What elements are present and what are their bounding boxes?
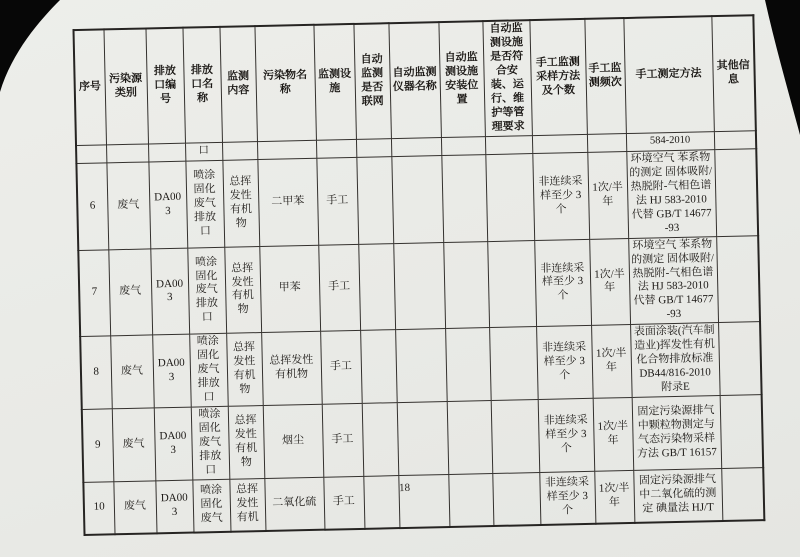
table-cell: 烟尘 <box>263 404 324 478</box>
col-header-auto-networked: 自动监测是否联网 <box>353 23 391 139</box>
table-cell <box>485 135 532 154</box>
table-cell <box>447 401 493 475</box>
table-cell <box>716 235 760 323</box>
col-header-auto-compliance: 自动监测设施是否符合安装、运行、维护等管理要求 <box>482 20 532 136</box>
table-cell: 废气 <box>110 335 154 409</box>
table-cell <box>358 243 395 331</box>
table-cell <box>148 143 185 162</box>
col-header-index: 序号 <box>74 29 107 145</box>
table-cell <box>362 403 399 477</box>
table-cell: 非连续采样至少 3 个 <box>532 152 589 240</box>
table-cell: 手工 <box>316 157 358 245</box>
table-cell: 环境空气 苯系物的测定 固体吸附/热脱附-气相色谱法 HJ 583-2010 代替 GB/T 14677-93 <box>628 236 718 325</box>
table-row <box>76 148 758 250</box>
table-cell: 10 <box>83 482 114 535</box>
table-cell: 二氧化硫 <box>264 477 324 530</box>
table-cell: 二甲苯 <box>257 158 318 246</box>
table-cell: DA003 <box>148 161 187 249</box>
table-cell <box>76 145 106 164</box>
table-cell: 废气 <box>112 408 156 482</box>
table-cell <box>391 155 443 243</box>
table-cell: 8 <box>80 336 112 409</box>
table-cell: 1次/半年 <box>593 398 634 472</box>
table-cell <box>106 144 148 163</box>
table-cell <box>360 330 397 404</box>
table-cell: 总挥发性有机物 <box>261 332 322 406</box>
table-cell: 总挥发性有机物 <box>226 333 263 407</box>
table-cell <box>491 400 540 474</box>
table-cell: 非连续采样至少 3 个 <box>539 471 595 524</box>
table-row <box>78 235 760 337</box>
table-cell <box>316 139 356 158</box>
table-cell <box>492 473 540 526</box>
table-cell: 手工 <box>320 331 362 405</box>
table-cell <box>222 141 257 160</box>
table-cell: 总挥发性有机物 <box>224 246 261 334</box>
table-cell: 非连续采样至少 3 个 <box>536 326 593 400</box>
table-cell: 1次/半年 <box>589 238 630 326</box>
table-cell: 废气 <box>113 481 156 534</box>
table-cell: 喷涂固化废气排放口 <box>189 334 228 408</box>
table-cell: 表面涂装(汽车制造业)挥发性有机化合物排放标准 DB44/816-2010 附录E <box>630 323 720 398</box>
col-header-manual-sampling: 手工监测采样方法及个数 <box>529 19 587 135</box>
table-cell: 9 <box>82 409 114 482</box>
table-cell: 手工 <box>322 404 364 478</box>
table-cell: 手工 <box>323 476 364 529</box>
table-cell <box>395 329 447 403</box>
col-header-source-type: 污染源类别 <box>103 28 148 144</box>
table-cell <box>441 154 487 242</box>
col-header-monitor-facility: 监测设施 <box>313 24 356 140</box>
table-cell <box>721 468 764 521</box>
table-cell <box>448 474 493 527</box>
table-cell: 环境空气 苯系物的测定 固体吸附/热脱附-气相色谱法 HJ 583-2010 代替 GB/T 14677-93 <box>626 149 716 238</box>
table-cell: 总挥发性有机 <box>229 479 265 532</box>
table-cell: 1次/半年 <box>587 151 628 239</box>
col-header-pollutant-name: 污染物名称 <box>254 25 316 142</box>
table-cell <box>441 136 485 155</box>
table-cell <box>391 137 441 156</box>
table-cell <box>489 327 538 401</box>
col-header-monitor-content: 监测内容 <box>219 26 257 142</box>
table-cell <box>443 241 489 329</box>
table-cell: 喷涂固化废气排放口 <box>185 160 224 248</box>
table-cell <box>714 148 758 236</box>
table-cell <box>393 242 445 330</box>
table-cell: 甲苯 <box>259 245 320 333</box>
table-cell: 非连续采样至少 3 个 <box>534 239 591 327</box>
table-cell: DA003 <box>150 248 189 336</box>
col-header-other-info: 其他信息 <box>711 15 756 131</box>
table-cell: 总挥发性有机物 <box>228 406 265 480</box>
table-cell <box>720 395 764 469</box>
table-cell <box>485 153 534 241</box>
table-cell <box>356 156 393 244</box>
table-cell: 喷涂固化废气排放口 <box>187 247 226 335</box>
table-cell: 总挥发性有机物 <box>222 159 259 247</box>
page-number: 18 <box>398 481 411 495</box>
table-cell: DA003 <box>152 334 191 408</box>
table-header-row <box>74 15 756 145</box>
table-cell <box>356 138 391 157</box>
table-cell <box>487 240 536 328</box>
table-cell: 喷涂固化废气 <box>192 479 230 532</box>
col-header-manual-frequency: 手工监测频次 <box>584 18 626 134</box>
table-cell: 固定污染源排气中二氧化硫的测定 碘量法 HJ/T <box>633 469 722 523</box>
col-header-auto-location: 自动监测设施安装位置 <box>438 21 485 137</box>
table-cell: 584-2010 <box>626 131 714 151</box>
table-cell: 非连续采样至少 3 个 <box>538 399 595 473</box>
scan-corner-artifact-top-left <box>0 0 100 100</box>
table-cell: DA003 <box>155 480 193 533</box>
table-cell: 废气 <box>106 162 150 250</box>
monitoring-table <box>72 14 765 535</box>
table-cell: 手工 <box>318 244 360 332</box>
col-header-outlet-no: 排放口编号 <box>145 28 185 144</box>
table-cell: 1次/半年 <box>591 325 632 399</box>
table-cell: 7 <box>78 249 110 336</box>
table-cell <box>445 328 491 402</box>
col-header-manual-method: 手工测定方法 <box>623 16 713 133</box>
table-cell: 6 <box>76 163 108 250</box>
table-cell <box>532 134 587 153</box>
col-header-outlet-name: 排放口名称 <box>182 27 222 143</box>
table-cell: 1次/半年 <box>594 471 634 524</box>
table-cell <box>718 322 762 396</box>
table-cell <box>397 402 449 476</box>
table-cell: 喷涂固化废气排放口 <box>191 407 230 481</box>
table-cell <box>257 140 316 159</box>
table-cell: 废气 <box>108 249 152 337</box>
table-cell: DA003 <box>154 407 193 481</box>
table-cell: 口 <box>185 142 222 161</box>
scan-corner-artifact-top-right <box>760 0 800 140</box>
table-cell: 固定污染源排气中颗粒物测定与气态污染物采样方法 GB/T 16157 <box>632 396 722 471</box>
table-cell <box>587 133 626 152</box>
table-cell <box>714 130 756 149</box>
col-header-auto-instrument: 自动监测仪器名称 <box>388 22 441 138</box>
